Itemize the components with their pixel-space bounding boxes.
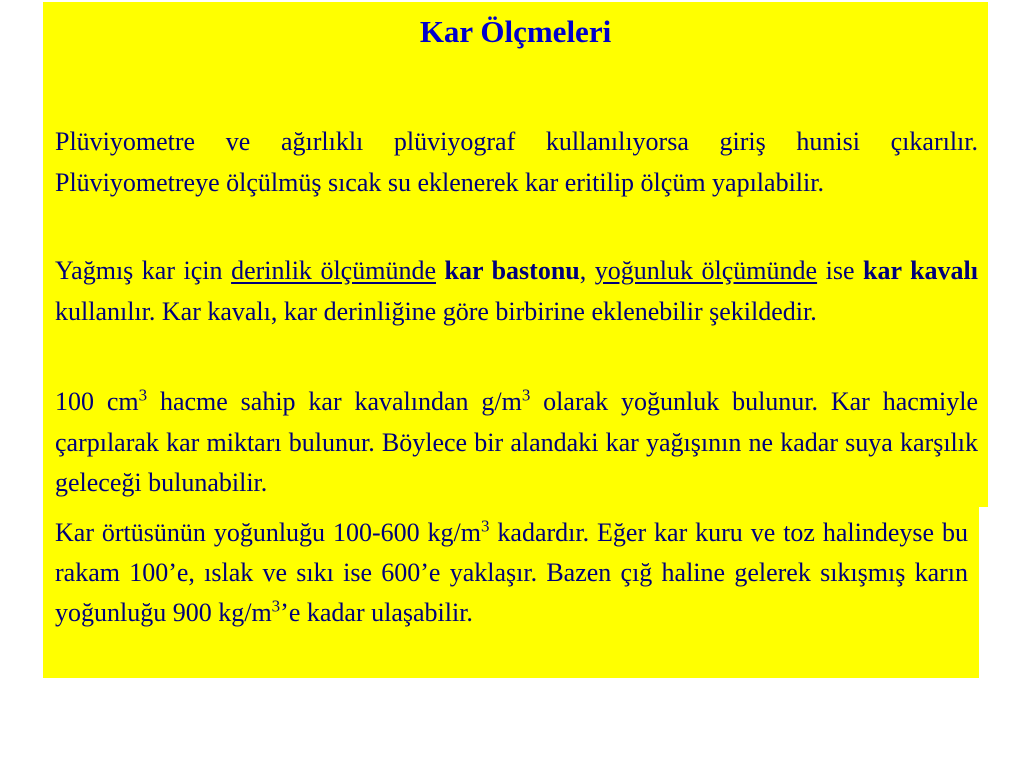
paragraph-snow-depth-density bbox=[55, 251, 978, 332]
paragraph-pluviometer: Plüviyometre ve ağırlıklı plüviyograf kullanılıyorsa giriş hunisi çıkarılır. Plüviyometreye ölçülmüş sıcak su eklenerek kar eritilip ölçüm yapılabilir. bbox=[55, 127, 978, 197]
text: 100 cm bbox=[55, 387, 139, 416]
bold-term-snow-stick: kar bastonu bbox=[444, 256, 580, 285]
superscript: 3 bbox=[521, 385, 531, 405]
superscript: 3 bbox=[481, 516, 490, 536]
text bbox=[436, 256, 445, 285]
text: Kar örtüsünün yoğunluğu 100-600 kg/m bbox=[55, 518, 481, 547]
bold-term-snow-tube: kar kavalı bbox=[863, 256, 978, 285]
superscript: 3 bbox=[138, 385, 148, 405]
slide-title: Kar Ölçmeleri bbox=[419, 14, 612, 49]
underlined-term-depth: derinlik ölçümünde bbox=[231, 256, 436, 285]
superscript: 3 bbox=[271, 596, 281, 616]
text: , bbox=[579, 256, 595, 285]
text: kullanılır. Kar kavalı, kar derinliğine göre birbirine eklenebilir şekildedir. bbox=[55, 296, 817, 326]
paragraph-density-volume bbox=[55, 382, 978, 504]
text: hacme sahip kar kavalından g/m bbox=[147, 387, 522, 416]
underlined-term-density: yoğunluk ölçümünde bbox=[594, 256, 818, 285]
text: ise bbox=[817, 256, 864, 285]
text: kadardır. Eğer kar kuru ve toz halindeyse bu rakam 100’e, ıslak ve sıkı ise 600’e yaklaşır. Bazen çığ haline gelerek sıkışmış karın yoğunluğu 900 kg/m bbox=[55, 518, 968, 627]
paragraph-snow-cover-density bbox=[55, 513, 968, 633]
text: Yağmış kar için bbox=[55, 256, 232, 285]
text: ’e kadar ulaşabilir. bbox=[280, 598, 473, 627]
text: olarak yoğunluk bulunur. Kar hacmiyle çarpılarak kar miktarı bulunur. Böylece bir alandaki kar yağışının ne kadar suya karşılık geleceği bulunabilir. bbox=[55, 387, 978, 497]
